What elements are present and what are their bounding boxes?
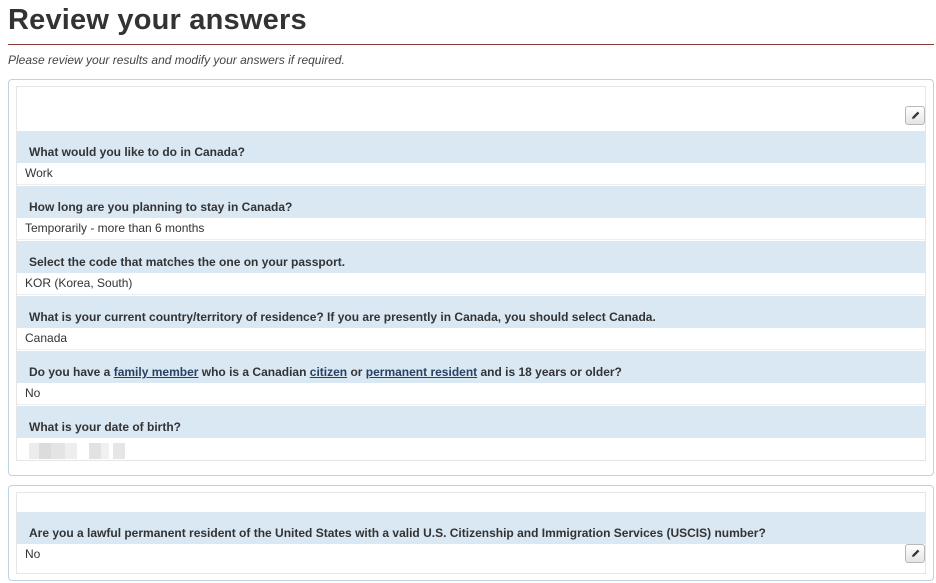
pencil-icon <box>910 110 921 121</box>
question-label <box>17 351 925 383</box>
question-label: What is your date of birth? <box>17 406 925 438</box>
answer-value: No <box>25 547 41 561</box>
question-row-residence <box>17 296 925 350</box>
answers-panel-2-body <box>16 492 926 574</box>
question-label: How long are you planning to stay in Canada? <box>17 186 925 218</box>
answers-panel-1-body <box>16 86 926 461</box>
page-title: Review your answers <box>8 4 307 36</box>
question-row-uscis <box>17 512 925 566</box>
question-row-date-of-birth <box>17 406 925 460</box>
question-row-family-member <box>17 351 925 405</box>
question-label: What is your current country/territory of residence? If you are presently in Canada, you should select Canada. <box>17 296 925 328</box>
pencil-icon <box>910 548 921 559</box>
question-text: and is 18 years or older? <box>477 365 622 379</box>
title-divider <box>8 44 934 45</box>
answer-value: Canada <box>17 328 925 350</box>
question-row-purpose <box>17 131 925 185</box>
question-row-passport-code <box>17 241 925 295</box>
answer-value: KOR (Korea, South) <box>17 273 925 295</box>
question-label: Are you a lawful permanent resident of the United States with a valid U.S. Citizenship and Immigration Services (USCIS) number? <box>17 512 925 544</box>
page-instructions: Please review your results and modify your answers if required. <box>8 53 345 67</box>
question-label: Select the code that matches the one on your passport. <box>17 241 925 273</box>
answer-value: Temporarily - more than 6 months <box>17 218 925 240</box>
question-text: Do you have a <box>29 365 114 379</box>
redacted-date <box>25 443 135 459</box>
question-label: What would you like to do in Canada? <box>17 131 925 163</box>
answer-value-redacted <box>17 438 925 460</box>
answer-value: Work <box>17 163 925 185</box>
answer-value: No <box>17 383 925 405</box>
permanent-resident-link[interactable]: permanent resident <box>365 365 478 379</box>
question-text: who is a Canadian <box>198 365 310 379</box>
citizen-link[interactable]: citizen <box>309 365 348 379</box>
edit-section-1-button[interactable] <box>905 106 925 125</box>
family-member-link[interactable]: family member <box>113 365 199 379</box>
edit-section-2-button[interactable] <box>905 544 925 563</box>
answers-panel-2 <box>8 485 934 581</box>
question-row-duration <box>17 186 925 240</box>
question-text: or <box>347 365 366 379</box>
answers-panel-1 <box>8 79 934 476</box>
